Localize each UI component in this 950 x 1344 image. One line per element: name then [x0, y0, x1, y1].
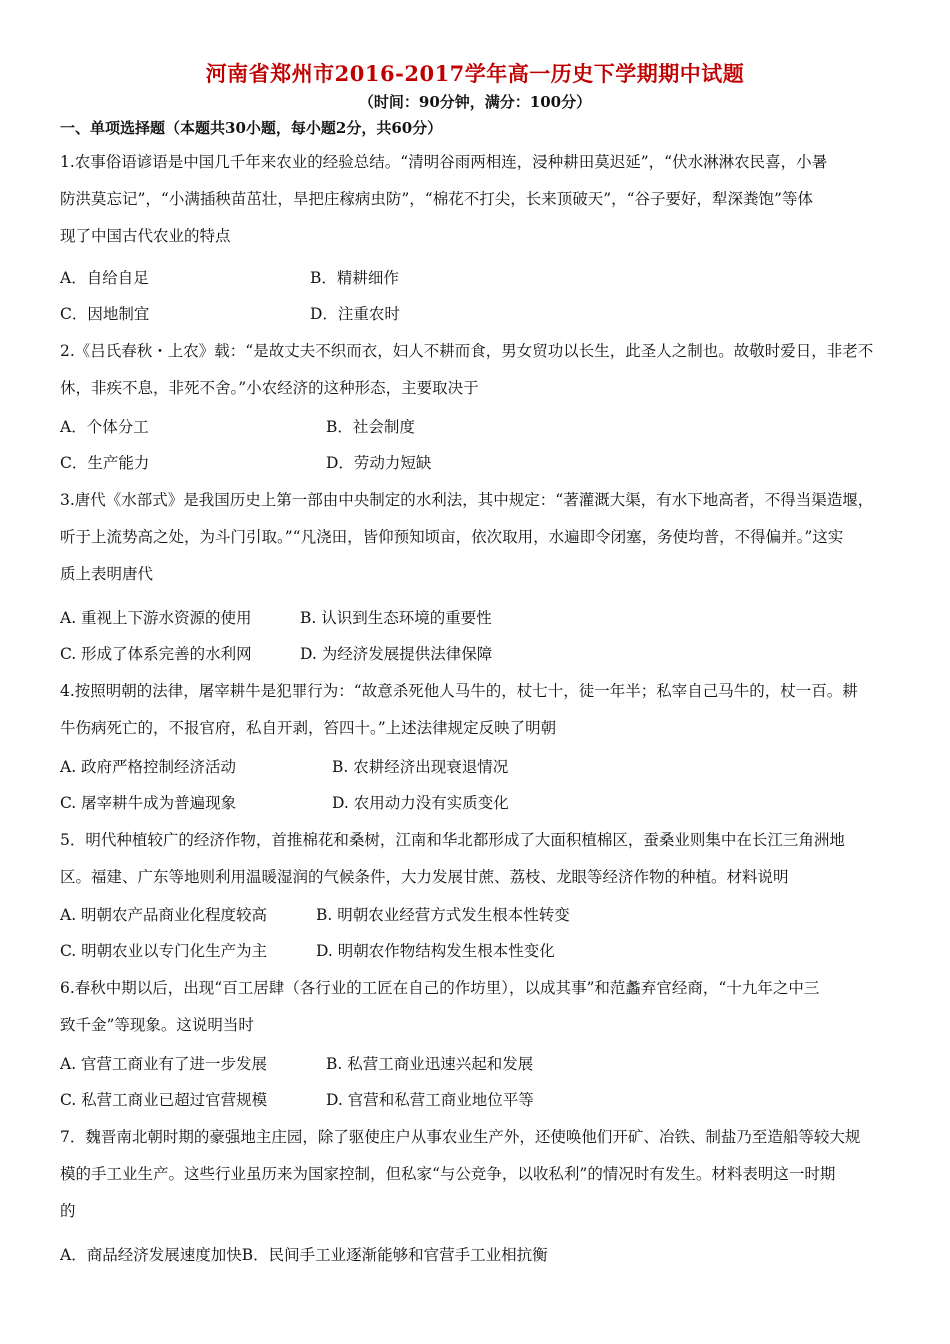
stem-line: 质上表明唐代 [60, 565, 154, 583]
option-b[interactable]: B. 认识到生态环境的重要性 [300, 609, 492, 627]
question-5-stem [60, 822, 900, 896]
stem-line: 5．明代种植较广的经济作物，首推棉花和桑树，江南和华北都形成了大面积植棉区，蚕桑业则集中在长江三角洲地 [60, 831, 845, 849]
option-c[interactable]: C. 屠宰耕牛成为普遍现象 [60, 794, 237, 812]
option-d[interactable]: D. 官营和私营工商业地位平等 [326, 1091, 534, 1109]
stem-line: 6.春秋中期以后，出现“百工居肆（各行业的工匠在自己的作坊里），以成其事”和范蠡弃官经商，“十九年之中三 [60, 979, 820, 997]
stem-line: 4.按照明朝的法律，屠宰耕牛是犯罪行为：“故意杀死他人马牛的，杖七十，徒一年半；私宰自己马牛的，杖一百。耕 [60, 682, 858, 700]
option-b[interactable]: B．精耕细作 [310, 269, 399, 287]
stem-line: 休，非疾不息，非死不舍。”小农经济的这种形态，主要取决于 [60, 379, 479, 397]
option-a[interactable]: A．个体分工 [60, 418, 149, 436]
option-c[interactable]: C．因地制宜 [60, 305, 150, 323]
stem-line: 现了中国古代农业的特点 [60, 227, 231, 245]
exam-title: 河南省郑州市2016-2017学年高一历史下学期期中试题 [205, 61, 745, 86]
option-b[interactable]: B. 私营工商业迅速兴起和发展 [326, 1055, 534, 1073]
option-c[interactable]: C. 形成了体系完善的水利网 [60, 645, 252, 663]
option-d[interactable]: D. 为经济发展提供法律保障 [300, 645, 493, 663]
stem-line: 的 [60, 1202, 76, 1220]
stem-line: 1.农事俗语谚语是中国几千年来农业的经验总结。“清明谷雨两相连，浸种耕田莫迟延”，“伏水淋淋农民喜，小暑 [60, 153, 828, 171]
option-a[interactable]: A. 政府严格控制经济活动 [60, 758, 237, 776]
question-2-stem [60, 333, 900, 407]
option-c[interactable]: C. 明朝农业以专门化生产为主 [60, 942, 268, 960]
option-c[interactable]: C．生产能力 [60, 454, 150, 472]
option-a[interactable]: A. 官营工商业有了进一步发展 [60, 1055, 268, 1073]
option-a[interactable]: A. 重视上下游水资源的使用 [60, 609, 252, 627]
stem-line: 7．魏晋南北朝时期的豪强地主庄园，除了驱使庄户从事农业生产外，还使唤他们开矿、冶铁、制盐乃至造船等较大规 [60, 1128, 861, 1146]
question-4-stem [60, 673, 900, 747]
stem-line: 听于上流势高之处，为斗门引取。”“凡浇田，皆仰预知顷亩，依次取用，水遍即令闭塞，务使均普，不得偏并。”这实 [60, 528, 844, 546]
option-d[interactable]: D．劳动力短缺 [326, 454, 432, 472]
option-d[interactable]: D．注重农时 [310, 305, 400, 323]
option-b[interactable]: B．社会制度 [326, 418, 415, 436]
option-b[interactable]: B. 明朝农业经营方式发生根本性转变 [316, 906, 570, 924]
option-d[interactable]: D. 农用动力没有实质变化 [332, 794, 509, 812]
question-6-stem [60, 970, 900, 1044]
option-b[interactable]: B. 农耕经济出现衰退情况 [332, 758, 509, 776]
stem-line: 致千金”等现象。这说明当时 [60, 1016, 254, 1034]
question-3-stem [60, 482, 900, 593]
stem-line: 3.唐代《水部式》是我国历史上第一部由中央制定的水利法，其中规定：“著灌溉大渠，有水下地高者，不得当渠造堰， [60, 491, 874, 509]
exam-subtitle: （时间：90分钟，满分：100分） [358, 93, 592, 111]
question-1-stem [60, 144, 900, 255]
stem-line: 防洪莫忘记”，“小满插秧苗茁壮，旱把庄稼病虫防”，“棉花不打尖，长来顶破天”，“谷子要好，犁深粪饱”等体 [60, 190, 813, 208]
stem-line: 牛伤病死亡的，不报官府，私自开剥，笞四十。”上述法律规定反映了明朝 [60, 719, 557, 737]
question-7-stem [60, 1119, 900, 1230]
option-d[interactable]: D. 明朝农作物结构发生根本性变化 [316, 942, 555, 960]
option-a-b[interactable]: A．商品经济发展速度加快B．民间手工业逐渐能够和官营手工业相抗衡 [60, 1246, 548, 1264]
stem-line: 模的手工业生产。这些行业虽历来为国家控制，但私家“与公竞争，以收私利”的情况时有发生。材料表明这一时期 [60, 1165, 836, 1183]
section-heading: 一、单项选择题（本题共30小题，每小题2分，共60分） [60, 119, 443, 137]
stem-line: 区。福建、广东等地则利用温暖湿润的气候条件，大力发展甘蔗、荔枝、龙眼等经济作物的种植。材料说明 [60, 868, 789, 886]
option-c[interactable]: C. 私营工商业已超过官营规模 [60, 1091, 268, 1109]
option-a[interactable]: A．自给自足 [60, 269, 149, 287]
stem-line: 2.《吕氏春秋・上农》载：“是故丈夫不织而衣，妇人不耕而食，男女贸功以长生，此圣人之制也。故敬时爱日，非老不 [60, 342, 874, 360]
option-a[interactable]: A. 明朝农产品商业化程度较高 [60, 906, 268, 924]
